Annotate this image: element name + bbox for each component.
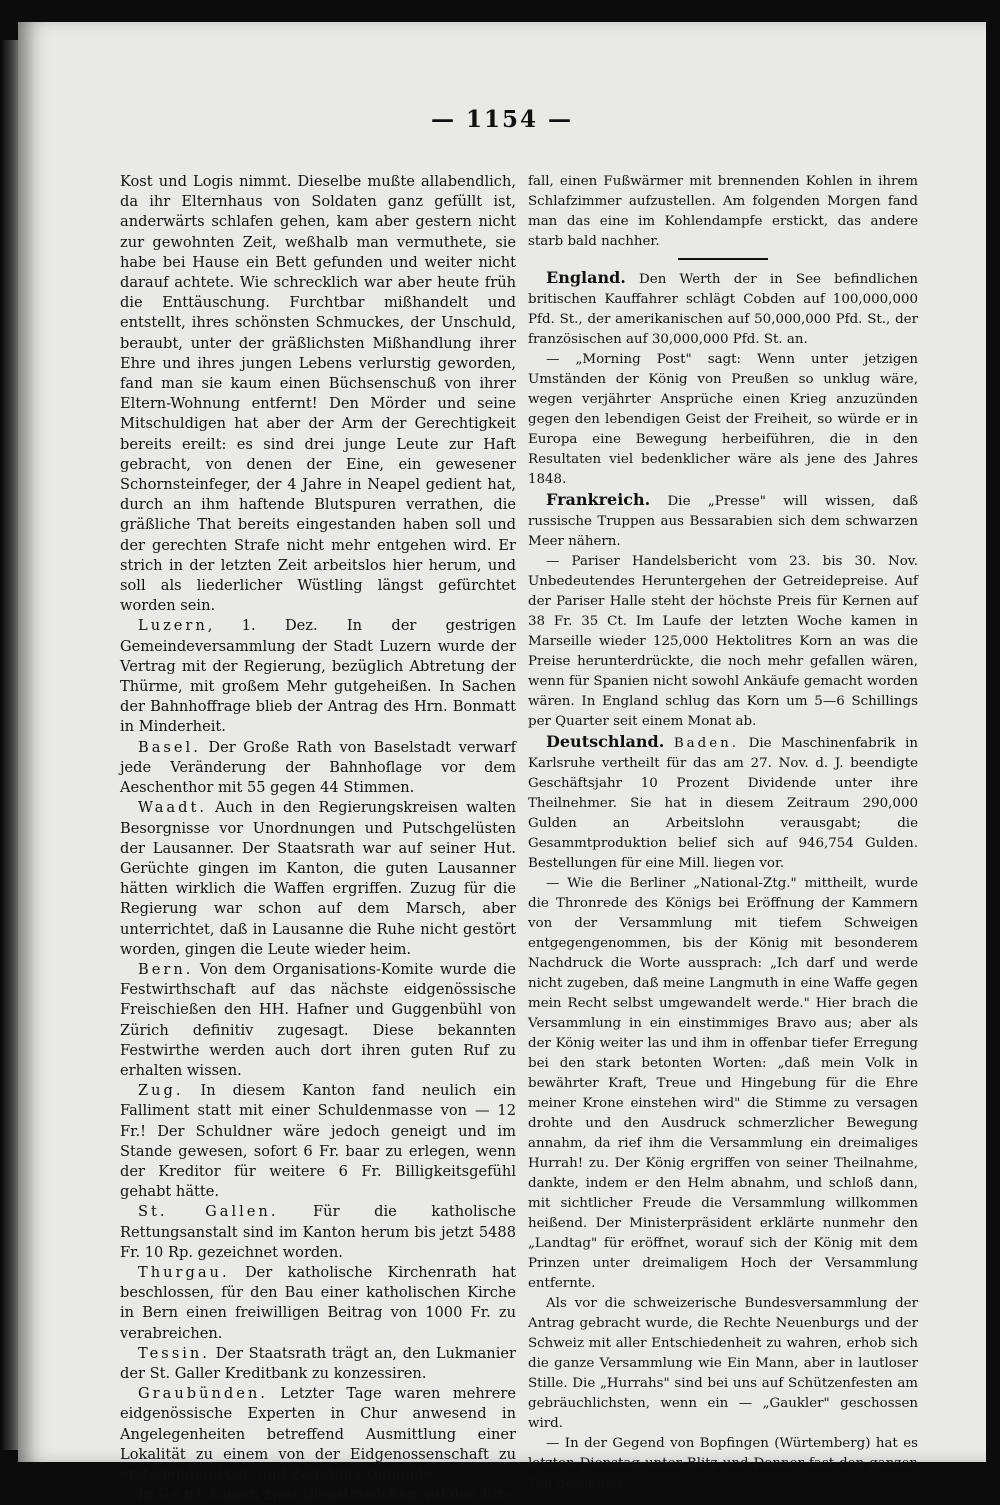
- place-zug: Zug.: [138, 1082, 184, 1100]
- text-luzern: , 1. Dez. In der gestrigen Gemeindeversammlung der Stadt Luzern wurde der Vertrag mit der Regierung, bezüglich Abtretung der Thürme, mit großem Mehr gutgeheißen. In Sachen der Bahnhoffrage blieb der Antrag des Hrn. Bonmatt in Minderheit.: [120, 617, 516, 736]
- news-waadt: [120, 798, 516, 960]
- deutschland-thronrede: — Wie die Berliner „National-Ztg." mittheilt, wurde die Thronrede des Königs bei Eröffnung der Kammern von der Versammlung mit tiefem Schweigen entgegengenommen, bis der König mit besonderem Nachdruck die Worte aussprach: „Ich darf und werde nicht zugeben, daß meine Langmuth in eine Waffe gegen mein Recht selbst umgewandelt werde." Hier brach die Versammlung in ein einstimmiges Bravo aus; aber als der König weiter las und ihm in offenbar tiefer Erregung bei den stark betonten Worten: „daß mein Volk in bewährter Kraft, Treue und Hingebung für die Ehre meiner Krone einstehen wird" die Stimme zu versagen drohte und den Ausdruck schmerzlicher Bewegung annahm, da rief ihm die Versammlung ein dreimaliges Hurrah! zu. Der König ergriffen von seiner Theilnahme, dankte, indem er den Helm abnahm, und schloß dann, mit sichtlicher Freude die Versammlung willkommen heißend. Der Ministerpräsident erklärte nunmehr den „Landtag" für eröffnet, worauf sich der König mit dem Prinzen unter dreimaligem Hoch der Versammlung entfernte.: [528, 876, 918, 1291]
- deutschland-bundesversammlung: Als vor die schweizerische Bundesversammlung der Antrag gebracht wurde, die Rechte Neuenburgs und der Schweiz mit aller Entschiedenheit zu wahren, erhob sich die ganze Versammlung wie Ein Mann, aber in lautloser Stille. Die „Hurrahs" sind bei uns auf Schützenfesten am gebräuchlichsten, wenn ein — „Gaukler" geschossen wird.: [528, 1296, 918, 1431]
- newspaper-page: [18, 22, 986, 1504]
- text-thurgau: Der katholische Kirchenrath hat beschlossen, für den Bau einer katholischen Kirche in Bern einen freiwilligen Beitrag von 1000 Fr. zu verabreichen.: [120, 1263, 516, 1342]
- text-stgallen: Für die katholische Rettungsanstalt sind im Kanton herum bis jetzt 5488 Fr. 10 Rp. gezeichnet worden.: [120, 1203, 516, 1261]
- section-frankreich: [528, 490, 918, 552]
- text-graubuenden: Letzter Tage waren mehrere eidgenössische Experten in Chur anwesend in Angelegenheiten betreffend Ausmittlung einer Lokalität zu einem von der Eidgenossenschaft zu erstellenden Post- und Zoll-Amts-Gebäude.: [120, 1385, 516, 1483]
- place-tessin: Tessin.: [138, 1344, 210, 1362]
- place-luzern: Luzern: [138, 617, 208, 635]
- article-continuation-right: fall, einen Fußwärmer mit brennenden Kohlen in ihrem Schlafzimmer aufzustellen. Am folgenden Morgen fand man das eine im Kohlendampfe erstickt, das andere starb bald nachher.: [528, 174, 918, 249]
- deutschland-bopfingen: — In der Gegend von Bopfingen (Würtemberg) hat es letzten Dienstag unter Blitz und Donner fast den ganzen Tag geschneit.: [528, 1436, 918, 1491]
- page-number: — 1154 —: [430, 106, 574, 133]
- news-tessin: [120, 1344, 516, 1384]
- section-england: [528, 268, 918, 350]
- text-england: Den Werth der in See befindlichen britischen Kauffahrer schlägt Cobden auf 100,000,000 Pfd. St., der amerikanischen auf 50,000,000 Pfd. St., der französischen auf 30,000,000 Pfd. St. an.: [528, 272, 918, 347]
- text-zug: In diesem Kanton fand neulich ein Falliment statt mit einer Schuldenmasse von — 12 Fr.! Der Schuldner wäre jedoch geneigt und im Stande gewesen, sofort 6 Fr. baar zu erlegen, wenn der Kreditor für weitere 6 Fr. Billigkeitsgefühl gehabt hätte.: [120, 1082, 516, 1201]
- england-morning-post: — „Morning Post" sagt: Wenn unter jetzigen Umständen der König von Preußen so unklug wäre, wegen verjährter Ansprüche einen Krieg anzuzünden gegen den lebendigen Geist der Freiheit, so würde er in Europa eine Bewegung herbeiführen, die in den Resultaten viel bedenklicher wäre als jene des Jahres 1848.: [528, 352, 918, 487]
- news-genf: [120, 1485, 516, 1505]
- scan-binding-edge: [0, 40, 18, 1450]
- right-column: [528, 172, 918, 1494]
- place-bern: Bern.: [138, 960, 194, 978]
- section-divider: [678, 258, 768, 260]
- frankreich-handelsbericht: — Pariser Handelsbericht vom 23. bis 30. Nov. Unbedeutendes Heruntergehen der Getreidepreise. Auf der Pariser Halle steht der höchste Preis für Kernen auf 38 Fr. 35 Ct. Im Laufe der letzten Woche kamen in Marseille wieder 125,000 Hektolitres Korn an was die Preise herunterdrückte, die noch mehr gefallen wären, wenn für Spanien nicht sowohl Ankäufe gemacht worden wären. In England schlug das Korn um 5—6 Schillings per Quarter seit einem Monat ab.: [528, 554, 918, 729]
- news-bern: [120, 960, 516, 1081]
- place-baden: Baden.: [673, 736, 740, 751]
- text-genf: kamen zwei Dienstmädchen auf den Ein-: [204, 1486, 512, 1504]
- place-basel: Basel.: [138, 738, 201, 756]
- left-column: [120, 172, 516, 1505]
- news-stgallen: [120, 1202, 516, 1263]
- article-continuation: Kost und Logis nimmt. Dieselbe mußte allabendlich, da ihr Elternhaus von Soldaten ganz gefüllt ist, anderwärts schlafen gehen, kam aber gestern nicht zur gewohnten Zeit, weßhalb man vermuthete, sie habe bei Hause ein Bett gefunden und weiter nicht darauf achtete. Wie schrecklich war aber heute früh die Enttäuschung. Furchtbar mißhandelt und entstellt, ihres schönsten Schmuckes, der Unschuld, beraubt, unter der gräßlichsten Mißhandlung ihrer Ehre und ihres jungen Lebens verlurstig geworden, fand man sie kaum einen Büchsenschuß von ihrer Eltern-Wohnung entfernt! Den Mörder und seine Mitschuldigen hat aber der Arm der Gerechtigkeit bereits ereilt: es sind drei junge Leute zur Haft gebracht, von denen der Eine, ein gewesener Schornsteinfeger, der 4 Jahre in Neapel gedient hat, durch an ihm haftende Blutspuren verrathen, die gräßliche That bereits eingestanden haben soll und der gerechten Strafe nicht mehr entgehen wird. Er strich in der letzten Zeit arbeitslos hier herum, und soll als liederlicher Wüstling längst gefürchtet worden sein.: [120, 173, 516, 615]
- news-basel: [120, 738, 516, 799]
- news-zug: [120, 1081, 516, 1202]
- place-stgallen: St. Gallen.: [138, 1203, 279, 1221]
- text-waadt: Auch in den Regierungskreisen walten Besorgnisse vor Unordnungen und Putschgelüsten der Lausanner. Der Staatsrath war auf seiner Hut. Gerüchte gingen im Kanton, die guten Lausanner hätten wirklich die Waffen ergriffen. Zuzug für die Regierung war schon auf dem Marsch, aber unterrichtet, daß in Lausanne die Ruhe nicht gestört worden, gingen die Leute wieder heim.: [120, 799, 516, 958]
- place-thurgau: Thurgau.: [138, 1263, 230, 1281]
- news-thurgau: [120, 1263, 516, 1344]
- heading-deutschland: Deutschland.: [546, 732, 665, 751]
- section-deutschland: [528, 732, 918, 874]
- place-graubuenden: Graubünden.: [138, 1385, 268, 1403]
- heading-frankreich: Frankreich.: [546, 490, 651, 509]
- text-basel: Der Große Rath von Baselstadt verwarf jede Veränderung der Bahnhoflage vor dem Aeschenthor mit 55 gegen 44 Stimmen.: [120, 738, 516, 797]
- text-tessin: Der Staatsrath trägt an, den Lukmanier der St. Galler Kreditbank zu konzessiren.: [120, 1344, 516, 1382]
- text-bern: Von dem Organisations-Komite wurde die Festwirthschaft auf das nächste eidgenössische Freischießen den HH. Hafner und Guggenbühl von Zürich definitiv zugesagt. Diese bekannten Festwirthe werden auch dort ihren guten Ruf zu erhalten wissen.: [120, 960, 516, 1079]
- text-deutschland: Die Maschinenfabrik in Karlsruhe vertheilt für das am 27. Nov. d. J. beendigte Geschäftsjahr 10 Prozent Dividende unter ihre Theilnehmer. Sie hat in diesem Zeitraum 290,000 Gulden an Arbeitslohn verausgabt; die Gesammtproduktion belief sich auf 946,754 Gulden. Bestellungen für eine Mill. liegen vor.: [528, 736, 918, 871]
- lead-genf: In: [138, 1486, 158, 1504]
- place-genf: Genf: [157, 1486, 205, 1504]
- place-waadt: Waadt.: [138, 799, 207, 817]
- heading-england: England.: [546, 268, 626, 287]
- news-graubuenden: [120, 1384, 516, 1485]
- news-luzern: [120, 616, 516, 737]
- text-frankreich: Die „Presse" will wissen, daß russische Truppen aus Bessarabien sich dem schwarzen Meer nähern.: [528, 494, 918, 549]
